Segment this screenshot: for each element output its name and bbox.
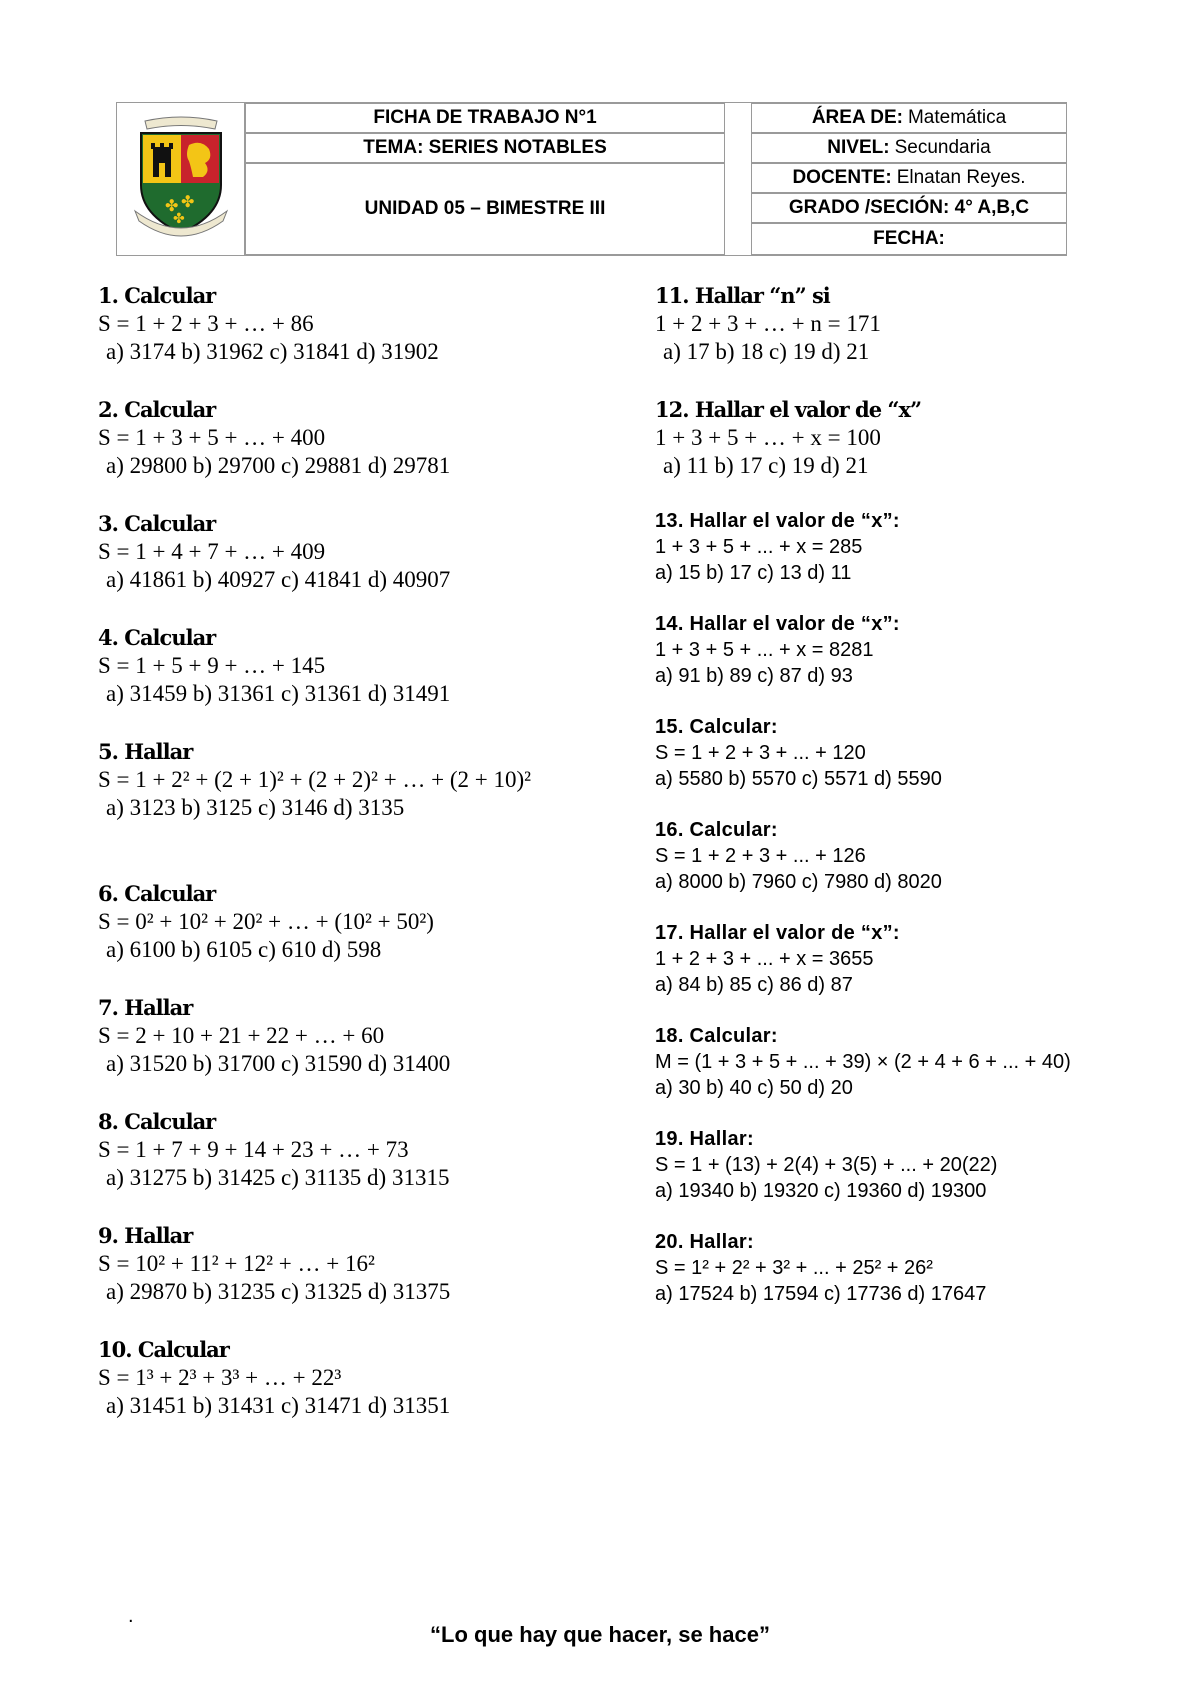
exercise-title: 18. Calcular: [655,1025,778,1047]
teacher-label: DOCENTE: [792,167,892,188]
exercise-title: 13. Hallar el valor de “x”: [655,510,900,532]
exercise-title: 20. Hallar: [655,1231,754,1253]
exercise-4 [98,624,450,708]
exercise-options: a) 11 b) 17 c) 19 d) 21 [663,453,869,478]
exercise-title: 6. Calcular [98,881,216,906]
exercise-2 [98,396,450,480]
exercise-options: a) 31451 b) 31431 c) 31471 d) 31351 [106,1393,451,1418]
exercise-expression: 1 + 2 + 3 + … + n = 171 [655,311,881,336]
exercise-options: a) 31275 b) 31425 c) 31135 d) 31315 [106,1165,450,1190]
exercise-title: 14. Hallar el valor de “x”: [655,613,900,635]
footer-motto: “Lo que hay que hacer, se hace” [430,1622,770,1647]
exercise-expression: S = 0² + 10² + 20² + … + (10² + 50²) [98,909,434,934]
exercise-title: 2. Calcular [98,397,216,422]
exercise-options: a) 15 b) 17 c) 13 d) 11 [655,562,852,584]
exercise-7 [98,994,450,1078]
exercise-expression: S = 1 + 2 + 3 + ... + 126 [655,845,866,867]
exercise-title: 15. Calcular: [655,716,778,738]
exercise-8 [98,1108,449,1192]
exercise-expression: 1 + 3 + 5 + … + x = 100 [655,425,881,450]
exercise-1 [98,282,439,366]
exercise-options: a) 29800 b) 29700 c) 29881 d) 29781 [106,453,451,478]
school-crest-icon [131,115,231,243]
exercise-options: a) 17 b) 18 c) 19 d) 21 [663,339,870,364]
exercise-expression: S = 1 + 5 + 9 + … + 145 [98,653,326,678]
exercise-title: 7. Hallar [98,995,193,1020]
teacher-value: Elnatan Reyes. [896,167,1026,188]
exercise-19 [655,1126,997,1204]
exercise-17 [655,920,900,998]
exercise-title: 8. Calcular [98,1109,216,1134]
exercise-options: a) 17524 b) 17594 c) 17736 d) 17647 [655,1283,987,1305]
exercise-expression: S = 1³ + 2³ + 3³ + … + 22³ [98,1365,342,1390]
teacher-field [751,163,1067,193]
exercise-13 [655,508,900,586]
exercise-title: 9. Hallar [98,1223,193,1248]
exercise-6 [98,880,434,964]
grade-section-field: GRADO /SECIÓN: 4° A,B,C [751,193,1067,223]
exercise-options: a) 41861 b) 40927 c) 41841 d) 40907 [106,567,451,592]
exercise-title: 19. Hallar: [655,1128,754,1150]
exercise-14 [655,611,900,689]
exercise-options: a) 91 b) 89 c) 87 d) 93 [655,665,853,687]
exercise-title: 4. Calcular [98,625,216,650]
exercise-5 [98,738,578,822]
worksheet-title: FICHA DE TRABAJO N°1 [245,103,725,133]
exercise-options: a) 84 b) 85 c) 86 d) 87 [655,974,853,996]
exercise-expression: S = 2 + 10 + 21 + 22 + … + 60 [98,1023,385,1048]
exercise-options: a) 5580 b) 5570 c) 5571 d) 5590 [655,768,942,790]
exercise-options: a) 3123 b) 3125 c) 3146 d) 3135 [106,795,405,820]
exercise-expression: 1 + 2 + 3 + ... + x = 3655 [655,948,874,970]
exercise-expression: S = 1 + (13) + 2(4) + 3(5) + ... + 20(22) [655,1154,998,1176]
exercise-expression: S = 1 + 2² + (2 + 1)² + (2 + 2)² + … + (2 + 10)² [98,767,532,792]
exercise-expression: S = 1 + 2 + 3 + … + 86 [98,311,314,336]
exercise-9 [98,1222,450,1306]
exercise-expression: S = 1 + 3 + 5 + … + 400 [98,425,326,450]
exercise-title: 5. Hallar [98,739,193,764]
date-field: FECHA: [751,223,1067,255]
exercise-options: a) 6100 b) 6105 c) 610 d) 598 [106,937,382,962]
footer-dot: . [128,1605,134,1627]
exercise-options: a) 30 b) 40 c) 50 d) 20 [655,1077,853,1099]
exercise-11 [655,282,881,366]
svg-text:✤: ✤ [173,211,185,227]
exercise-options: a) 19340 b) 19320 c) 19360 d) 19300 [655,1180,987,1202]
exercise-18 [655,1023,1071,1101]
exercise-title: 3. Calcular [98,511,216,536]
area-value: Matemática [907,107,1007,128]
exercise-16 [655,817,942,895]
logo-cell [117,103,245,255]
exercise-options: a) 31459 b) 31361 c) 31361 d) 31491 [106,681,451,706]
exercise-title: 16. Calcular: [655,819,778,841]
exercise-12 [655,396,921,480]
area-field [751,103,1067,133]
level-value: Secundaria [894,137,991,158]
exercise-title: 12. Hallar el valor de “x” [655,397,922,422]
exercise-15 [655,714,942,792]
exercise-title: 10. Calcular [98,1337,229,1362]
exercise-title: 1. Calcular [98,283,216,308]
exercise-options: a) 8000 b) 7960 c) 7980 d) 8020 [655,871,942,893]
exercise-expression: M = (1 + 3 + 5 + ... + 39) × (2 + 4 + 6 + ... + 40) [655,1051,1071,1073]
exercise-20 [655,1229,986,1307]
area-label: ÁREA DE: [811,107,903,128]
worksheet-unit: UNIDAD 05 – BIMESTRE III [245,163,725,255]
exercise-expression: 1 + 3 + 5 + ... + x = 285 [655,536,863,558]
exercise-options: a) 29870 b) 31235 c) 31325 d) 31375 [106,1279,451,1304]
exercise-title: 11. Hallar “n” si [655,283,830,308]
exercise-title: 17. Hallar el valor de “x”: [655,922,900,944]
exercise-10 [98,1336,450,1420]
exercise-options: a) 31520 b) 31700 c) 31590 d) 31400 [106,1051,451,1076]
level-field [751,133,1067,163]
svg-text:✤: ✤ [181,192,195,211]
exercise-expression: S = 1² + 2² + 3² + ... + 25² + 26² [655,1257,933,1279]
exercise-expression: S = 1 + 2 + 3 + ... + 120 [655,742,866,764]
svg-text:✤: ✤ [165,196,179,215]
header-table [116,102,1067,256]
exercise-options: a) 3174 b) 31962 c) 31841 d) 31902 [106,339,439,364]
exercise-3 [98,510,450,594]
exercise-expression: S = 1 + 7 + 9 + 14 + 23 + … + 73 [98,1137,409,1162]
level-label: NIVEL: [827,137,890,158]
exercise-expression: 1 + 3 + 5 + ... + x = 8281 [655,639,874,661]
exercise-expression: S = 10² + 11² + 12² + … + 16² [98,1251,375,1276]
exercise-expression: S = 1 + 4 + 7 + … + 409 [98,539,326,564]
worksheet-topic: TEMA: SERIES NOTABLES [245,133,725,163]
